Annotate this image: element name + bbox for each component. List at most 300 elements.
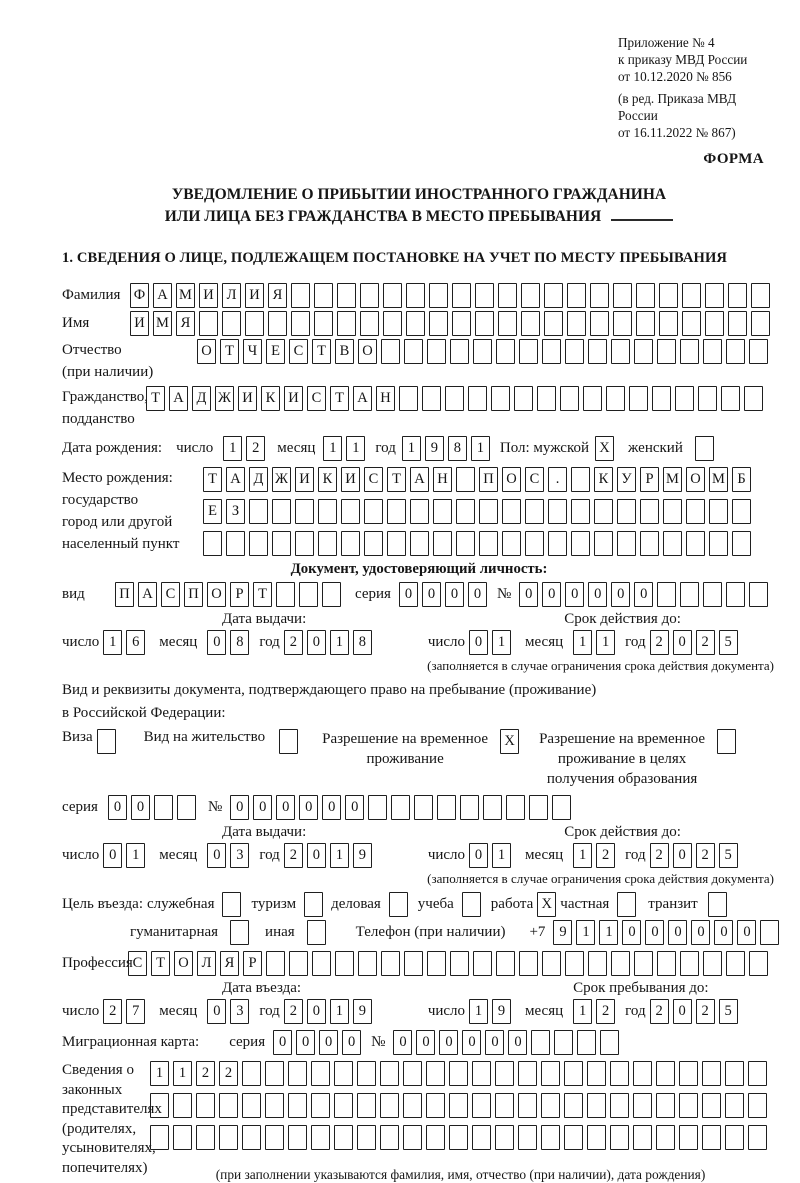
form-cell[interactable]: 0 (714, 920, 733, 945)
form-cell[interactable]: 0 (207, 630, 226, 655)
form-cell[interactable]: А (169, 386, 188, 411)
form-cell[interactable] (219, 1125, 238, 1150)
form-cell[interactable] (749, 951, 768, 976)
form-cell[interactable]: 0 (622, 920, 641, 945)
form-cell[interactable]: 2 (696, 843, 715, 868)
form-cell[interactable] (479, 531, 498, 556)
form-cell[interactable]: М (663, 467, 682, 492)
form-cell[interactable] (150, 1093, 169, 1118)
form-cell[interactable] (462, 892, 481, 917)
form-cell[interactable] (288, 1061, 307, 1086)
form-cell[interactable]: 2 (650, 843, 669, 868)
form-cell[interactable] (636, 311, 655, 336)
form-cell[interactable] (299, 582, 318, 607)
form-cell[interactable] (404, 339, 423, 364)
birth-month-cells[interactable] (323, 436, 369, 461)
form-cell[interactable]: А (353, 386, 372, 411)
form-cell[interactable]: 0 (668, 920, 687, 945)
form-cell[interactable] (387, 499, 406, 524)
form-cell[interactable]: 0 (345, 795, 364, 820)
form-cell[interactable]: А (138, 582, 157, 607)
form-cell[interactable]: 2 (196, 1061, 215, 1086)
form-cell[interactable]: И (295, 467, 314, 492)
form-cell[interactable] (502, 531, 521, 556)
form-cell[interactable] (531, 1030, 550, 1055)
form-cell[interactable]: П (479, 467, 498, 492)
form-cell[interactable] (565, 339, 584, 364)
form-cell[interactable]: 5 (719, 843, 738, 868)
form-cell[interactable] (472, 1061, 491, 1086)
surname-cells[interactable] (130, 283, 774, 308)
form-cell[interactable] (360, 311, 379, 336)
form-cell[interactable]: Т (203, 467, 222, 492)
form-cell[interactable]: С (364, 467, 383, 492)
form-cell[interactable]: 1 (599, 920, 618, 945)
form-cell[interactable] (600, 1030, 619, 1055)
form-cell[interactable] (288, 1093, 307, 1118)
form-cell[interactable] (266, 951, 285, 976)
form-cell[interactable]: 0 (468, 582, 487, 607)
form-cell[interactable] (429, 283, 448, 308)
form-cell[interactable] (203, 531, 222, 556)
form-cell[interactable] (491, 386, 510, 411)
id-issue-month-cells[interactable] (207, 630, 253, 655)
doc-type-cells[interactable] (115, 582, 345, 607)
form-cell[interactable] (337, 283, 356, 308)
form-cell[interactable] (640, 499, 659, 524)
form-cell[interactable]: 0 (422, 582, 441, 607)
form-cell[interactable] (565, 951, 584, 976)
representatives-row2-cells[interactable] (150, 1093, 771, 1118)
form-cell[interactable]: О (207, 582, 226, 607)
form-cell[interactable] (686, 531, 705, 556)
birthplace-row3-cells[interactable] (203, 531, 755, 556)
form-cell[interactable]: 0 (469, 630, 488, 655)
form-cell[interactable] (611, 951, 630, 976)
form-cell[interactable] (629, 386, 648, 411)
purpose-study-checkbox[interactable] (462, 892, 485, 917)
form-cell[interactable]: 2 (696, 999, 715, 1024)
form-cell[interactable] (617, 499, 636, 524)
form-cell[interactable] (475, 311, 494, 336)
birth-year-cells[interactable] (402, 436, 494, 461)
form-cell[interactable]: 0 (673, 843, 692, 868)
form-cell[interactable] (279, 729, 298, 754)
form-cell[interactable] (657, 339, 676, 364)
form-cell[interactable]: О (358, 339, 377, 364)
form-cell[interactable]: 0 (611, 582, 630, 607)
form-cell[interactable] (456, 467, 475, 492)
form-cell[interactable] (519, 339, 538, 364)
form-cell[interactable]: Н (433, 467, 452, 492)
form-cell[interactable] (709, 531, 728, 556)
form-cell[interactable] (450, 339, 469, 364)
form-cell[interactable]: Т (146, 386, 165, 411)
form-cell[interactable] (357, 1125, 376, 1150)
form-cell[interactable]: 0 (276, 795, 295, 820)
form-cell[interactable] (383, 283, 402, 308)
form-cell[interactable] (751, 311, 770, 336)
form-cell[interactable]: К (261, 386, 280, 411)
form-cell[interactable] (588, 339, 607, 364)
form-cell[interactable]: В (335, 339, 354, 364)
form-cell[interactable] (242, 1125, 261, 1150)
form-cell[interactable]: 1 (573, 843, 592, 868)
form-cell[interactable]: 1 (330, 843, 349, 868)
form-cell[interactable] (177, 795, 196, 820)
form-cell[interactable] (680, 339, 699, 364)
form-cell[interactable]: О (502, 467, 521, 492)
permit-issue-year-cells[interactable] (284, 843, 376, 868)
permit-expiry-month-cells[interactable] (573, 843, 619, 868)
form-cell[interactable] (473, 339, 492, 364)
form-cell[interactable] (680, 951, 699, 976)
form-cell[interactable] (357, 1093, 376, 1118)
form-cell[interactable] (337, 311, 356, 336)
form-cell[interactable] (322, 582, 341, 607)
form-cell[interactable] (518, 1061, 537, 1086)
permit-issue-day-cells[interactable] (103, 843, 149, 868)
form-cell[interactable] (663, 531, 682, 556)
form-cell[interactable]: 1 (330, 999, 349, 1024)
form-cell[interactable]: С (307, 386, 326, 411)
entry-month-cells[interactable] (207, 999, 253, 1024)
form-cell[interactable] (230, 920, 249, 945)
form-cell[interactable]: 0 (253, 795, 272, 820)
form-cell[interactable] (518, 1125, 537, 1150)
form-cell[interactable] (567, 283, 586, 308)
form-cell[interactable] (728, 283, 747, 308)
form-cell[interactable]: 1 (103, 630, 122, 655)
form-cell[interactable] (594, 499, 613, 524)
form-cell[interactable] (675, 386, 694, 411)
form-cell[interactable]: 0 (342, 1030, 361, 1055)
form-cell[interactable] (541, 1125, 560, 1150)
form-cell[interactable]: Я (268, 283, 287, 308)
form-cell[interactable] (265, 1061, 284, 1086)
form-cell[interactable] (541, 1061, 560, 1086)
form-cell[interactable]: 0 (322, 795, 341, 820)
form-cell[interactable] (381, 339, 400, 364)
form-cell[interactable] (587, 1061, 606, 1086)
form-cell[interactable] (268, 311, 287, 336)
form-cell[interactable]: Д (249, 467, 268, 492)
form-cell[interactable]: 0 (565, 582, 584, 607)
form-cell[interactable] (537, 386, 556, 411)
form-cell[interactable] (659, 283, 678, 308)
form-cell[interactable]: К (318, 467, 337, 492)
sex-male-checkbox[interactable] (595, 436, 618, 461)
form-cell[interactable]: 1 (150, 1061, 169, 1086)
form-cell[interactable] (449, 1061, 468, 1086)
form-cell[interactable] (311, 1061, 330, 1086)
form-cell[interactable] (564, 1125, 583, 1150)
form-cell[interactable] (657, 951, 676, 976)
form-cell[interactable]: Б (732, 467, 751, 492)
form-cell[interactable] (399, 386, 418, 411)
form-cell[interactable]: С (525, 467, 544, 492)
form-cell[interactable]: 1 (492, 630, 511, 655)
doc-number-cells[interactable] (519, 582, 772, 607)
form-cell[interactable] (242, 1093, 261, 1118)
form-cell[interactable] (702, 1061, 721, 1086)
form-cell[interactable]: 0 (508, 1030, 527, 1055)
form-cell[interactable] (633, 1125, 652, 1150)
form-cell[interactable]: А (410, 467, 429, 492)
form-cell[interactable] (341, 499, 360, 524)
form-cell[interactable]: Е (203, 499, 222, 524)
form-cell[interactable] (426, 1125, 445, 1150)
form-cell[interactable] (518, 1093, 537, 1118)
form-cell[interactable] (542, 339, 561, 364)
form-cell[interactable] (311, 1093, 330, 1118)
phone-cells[interactable] (553, 920, 783, 945)
form-cell[interactable]: У (617, 467, 636, 492)
form-cell[interactable]: 0 (207, 999, 226, 1024)
form-cell[interactable] (304, 892, 323, 917)
form-cell[interactable] (613, 311, 632, 336)
stay-month-cells[interactable] (573, 999, 619, 1024)
form-cell[interactable]: С (161, 582, 180, 607)
form-cell[interactable]: О (197, 339, 216, 364)
form-cell[interactable] (173, 1093, 192, 1118)
form-cell[interactable] (364, 531, 383, 556)
form-cell[interactable]: 9 (353, 843, 372, 868)
form-cell[interactable] (659, 311, 678, 336)
form-cell[interactable] (703, 582, 722, 607)
form-cell[interactable] (433, 499, 452, 524)
form-cell[interactable]: Я (220, 951, 239, 976)
form-cell[interactable]: 0 (673, 630, 692, 655)
form-cell[interactable] (571, 531, 590, 556)
form-cell[interactable]: Н (376, 386, 395, 411)
form-cell[interactable]: 7 (126, 999, 145, 1024)
form-cell[interactable] (445, 386, 464, 411)
form-cell[interactable] (748, 1061, 767, 1086)
residence-permit-checkbox[interactable] (279, 729, 302, 754)
form-cell[interactable] (751, 283, 770, 308)
form-cell[interactable] (703, 339, 722, 364)
id-issue-year-cells[interactable] (284, 630, 376, 655)
form-cell[interactable] (380, 1093, 399, 1118)
form-cell[interactable] (473, 951, 492, 976)
form-cell[interactable] (564, 1093, 583, 1118)
form-cell[interactable] (406, 311, 425, 336)
form-cell[interactable] (307, 920, 326, 945)
form-cell[interactable]: С (128, 951, 147, 976)
form-cell[interactable] (496, 951, 515, 976)
representatives-row3-cells[interactable] (150, 1125, 771, 1150)
form-cell[interactable]: 0 (439, 1030, 458, 1055)
form-cell[interactable] (498, 283, 517, 308)
birthplace-row1-cells[interactable] (203, 467, 755, 492)
form-cell[interactable] (594, 531, 613, 556)
form-cell[interactable] (381, 951, 400, 976)
citizenship-cells[interactable] (146, 386, 767, 411)
purpose-humanitarian-checkbox[interactable] (230, 920, 253, 945)
birth-day-cells[interactable] (223, 436, 269, 461)
form-cell[interactable] (663, 499, 682, 524)
form-cell[interactable]: 1 (596, 630, 615, 655)
form-cell[interactable] (749, 582, 768, 607)
form-cell[interactable]: И (341, 467, 360, 492)
form-cell[interactable] (590, 283, 609, 308)
form-cell[interactable] (686, 499, 705, 524)
form-cell[interactable]: П (115, 582, 134, 607)
form-cell[interactable] (702, 1093, 721, 1118)
form-cell[interactable]: Е (266, 339, 285, 364)
form-cell[interactable]: А (153, 283, 172, 308)
form-cell[interactable] (295, 499, 314, 524)
form-cell[interactable] (403, 1061, 422, 1086)
form-cell[interactable]: 2 (596, 999, 615, 1024)
form-cell[interactable] (422, 386, 441, 411)
form-cell[interactable]: М (153, 311, 172, 336)
form-cell[interactable] (242, 1061, 261, 1086)
form-cell[interactable]: 6 (126, 630, 145, 655)
form-cell[interactable] (334, 1125, 353, 1150)
form-cell[interactable]: 2 (696, 630, 715, 655)
form-cell[interactable]: 0 (393, 1030, 412, 1055)
form-cell[interactable]: 2 (103, 999, 122, 1024)
form-cell[interactable] (610, 1125, 629, 1150)
migcard-number-cells[interactable] (393, 1030, 623, 1055)
form-cell[interactable] (295, 531, 314, 556)
form-cell[interactable] (452, 311, 471, 336)
form-cell[interactable] (154, 795, 173, 820)
form-cell[interactable]: 0 (103, 843, 122, 868)
form-cell[interactable]: Т (387, 467, 406, 492)
form-cell[interactable]: 1 (402, 436, 421, 461)
form-cell[interactable] (611, 339, 630, 364)
migcard-series-cells[interactable] (273, 1030, 365, 1055)
form-cell[interactable] (728, 311, 747, 336)
form-cell[interactable] (748, 1125, 767, 1150)
form-cell[interactable] (318, 531, 337, 556)
form-cell[interactable] (633, 1061, 652, 1086)
purpose-private-checkbox[interactable] (617, 892, 640, 917)
form-cell[interactable] (383, 311, 402, 336)
form-cell[interactable] (588, 951, 607, 976)
form-cell[interactable]: П (184, 582, 203, 607)
form-cell[interactable] (265, 1125, 284, 1150)
form-cell[interactable]: 0 (131, 795, 150, 820)
form-cell[interactable] (449, 1125, 468, 1150)
form-cell[interactable] (456, 531, 475, 556)
form-cell[interactable]: X (500, 729, 519, 754)
form-cell[interactable] (460, 795, 479, 820)
form-cell[interactable] (702, 1125, 721, 1150)
form-cell[interactable] (698, 386, 717, 411)
purpose-tourism-checkbox[interactable] (304, 892, 327, 917)
form-cell[interactable]: 0 (307, 843, 326, 868)
form-cell[interactable] (571, 499, 590, 524)
stay-year-cells[interactable] (650, 999, 742, 1024)
form-cell[interactable] (548, 499, 567, 524)
form-cell[interactable] (495, 1125, 514, 1150)
entry-year-cells[interactable] (284, 999, 376, 1024)
form-cell[interactable] (468, 386, 487, 411)
form-cell[interactable]: 0 (299, 795, 318, 820)
form-cell[interactable]: 0 (230, 795, 249, 820)
form-cell[interactable]: 0 (634, 582, 653, 607)
entry-day-cells[interactable] (103, 999, 149, 1024)
form-cell[interactable] (617, 531, 636, 556)
form-cell[interactable] (404, 951, 423, 976)
form-cell[interactable]: О (174, 951, 193, 976)
form-cell[interactable]: З (226, 499, 245, 524)
form-cell[interactable]: 0 (462, 1030, 481, 1055)
form-cell[interactable] (682, 311, 701, 336)
form-cell[interactable] (542, 951, 561, 976)
form-cell[interactable] (541, 1093, 560, 1118)
form-cell[interactable]: 1 (492, 843, 511, 868)
form-cell[interactable]: Ж (272, 467, 291, 492)
form-cell[interactable] (334, 1093, 353, 1118)
form-cell[interactable] (613, 283, 632, 308)
form-cell[interactable] (583, 386, 602, 411)
representatives-row1-cells[interactable] (150, 1061, 771, 1086)
form-cell[interactable] (726, 951, 745, 976)
form-cell[interactable] (358, 951, 377, 976)
form-cell[interactable] (732, 499, 751, 524)
form-cell[interactable] (249, 531, 268, 556)
form-cell[interactable] (314, 311, 333, 336)
form-cell[interactable]: 0 (307, 999, 326, 1024)
form-cell[interactable]: 0 (737, 920, 756, 945)
form-cell[interactable] (571, 467, 590, 492)
stay-day-cells[interactable] (469, 999, 515, 1024)
form-cell[interactable]: 0 (691, 920, 710, 945)
form-cell[interactable]: 0 (296, 1030, 315, 1055)
form-cell[interactable] (289, 951, 308, 976)
form-cell[interactable] (705, 311, 724, 336)
form-cell[interactable] (150, 1125, 169, 1150)
form-cell[interactable]: 0 (588, 582, 607, 607)
form-cell[interactable] (360, 283, 379, 308)
form-cell[interactable]: И (284, 386, 303, 411)
form-cell[interactable]: 0 (485, 1030, 504, 1055)
form-cell[interactable]: 9 (553, 920, 572, 945)
form-cell[interactable]: 2 (284, 630, 303, 655)
form-cell[interactable]: X (595, 436, 614, 461)
form-cell[interactable] (519, 951, 538, 976)
form-cell[interactable] (312, 951, 331, 976)
form-cell[interactable]: 1 (573, 630, 592, 655)
form-cell[interactable] (291, 311, 310, 336)
form-cell[interactable] (610, 1061, 629, 1086)
form-cell[interactable] (657, 582, 676, 607)
form-cell[interactable]: И (199, 283, 218, 308)
form-cell[interactable]: 1 (173, 1061, 192, 1086)
form-cell[interactable] (226, 531, 245, 556)
form-cell[interactable] (560, 386, 579, 411)
form-cell[interactable] (406, 283, 425, 308)
form-cell[interactable] (636, 283, 655, 308)
form-cell[interactable] (760, 920, 779, 945)
form-cell[interactable]: Т (312, 339, 331, 364)
form-cell[interactable] (564, 1061, 583, 1086)
form-cell[interactable] (479, 499, 498, 524)
form-cell[interactable] (433, 531, 452, 556)
form-cell[interactable] (341, 531, 360, 556)
form-cell[interactable]: Ч (243, 339, 262, 364)
form-cell[interactable] (709, 499, 728, 524)
temp-residence-edu-checkbox[interactable] (717, 729, 740, 754)
form-cell[interactable] (498, 311, 517, 336)
form-cell[interactable]: Т (220, 339, 239, 364)
form-cell[interactable] (414, 795, 433, 820)
